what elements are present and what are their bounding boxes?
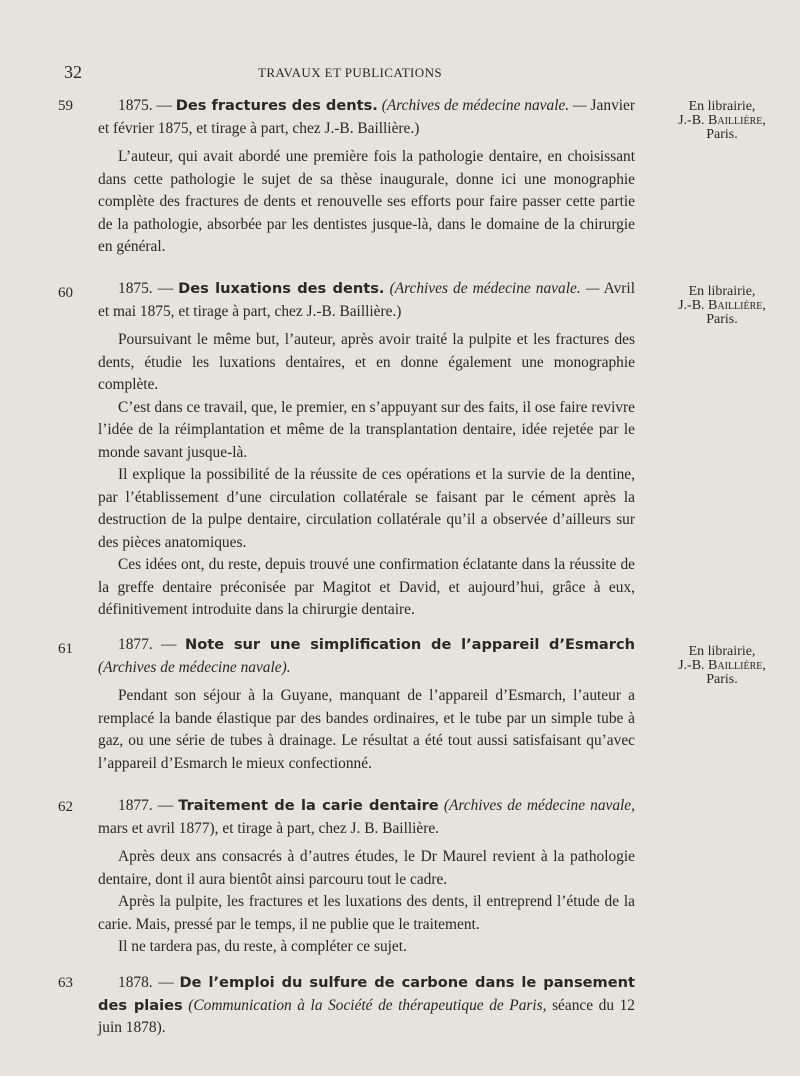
entry-number: 60 — [58, 285, 73, 301]
entry-heading — [98, 278, 635, 323]
entry-title: De l’emploi du sulfure de carbone dans le pansement des plaies — [98, 974, 635, 1014]
entry-paragraph: Il explique la possibilité de la réussite de ces opérations et la survie de la dentine, par l’établissement d’une circulation collatérale se faisant par le cément après la destruction de la pulpe dentaire, circulation collatérale qu’il a observée d’ailleurs sur des pièces anatomiques. — [98, 466, 635, 551]
entry-body — [98, 795, 635, 959]
entry-number: 63 — [58, 975, 73, 991]
entry-citation-rest: mars et avril 1877), et tirage à part, chez J. B. Baillière. — [98, 819, 440, 837]
entry-source: (Archives de médecine navale). — [98, 658, 291, 676]
sidebar-line: En librairie, — [688, 644, 756, 659]
entry-paragraph: Après deux ans consacrés à d’autres études, le Dr Maurel revient à la pathologie dentaire, dont il aura bientôt ainsi parcouru tout le cadre. — [98, 848, 635, 888]
sidebar-city: Paris. — [706, 672, 738, 687]
entry-title: Traitement de la carie dentaire — [178, 797, 439, 814]
running-head: TRAVAUX ET PUBLICATIONS — [257, 65, 442, 80]
sidebar-publisher: J.-B. Baillière, — [678, 298, 766, 313]
entry-paragraph: Pendant son séjour à la Guyane, manquant de l’appareil d’Esmarch, l’auteur a remplacé la bande élastique par des bandes ordinaires, et le tube par un simple tube à gaz, ou une série de tubes à drainage. Le résultat a été tout aussi satisfaisant qu’avec l’appareil d’Esmarch le mieux confectionné. — [98, 687, 635, 772]
entry-heading — [98, 634, 635, 679]
entry-source: (Communication à la Société de thérapeutique de Paris, — [188, 996, 547, 1014]
entry-title: Des luxations des dents. — [178, 280, 385, 297]
entry-paragraph: Poursuivant le même but, l’auteur, après avoir traité la pulpite et les fractures des dents, étudie les luxations dentaires, et en donne également une monographie complète. — [98, 331, 635, 393]
entry-title: Des fractures des dents. — [175, 97, 378, 114]
entry-number: 61 — [58, 641, 73, 657]
entry-year: 1877. — — [118, 636, 177, 653]
entry-heading — [98, 972, 635, 1040]
entry-source: (Archives de médecine navale, — [443, 797, 635, 814]
sidebar-city: Paris. — [706, 312, 738, 327]
entry-year: 1878. — — [118, 974, 174, 991]
entry-year: 1877. — — [118, 797, 174, 814]
sidebar-city: Paris. — [706, 127, 738, 142]
entry-citation-rest: séance du 12 juin 1878). — [98, 996, 635, 1036]
entry-body — [98, 278, 635, 622]
sidebar-publisher: J.-B. Baillière, — [678, 113, 766, 128]
sidebar-line: En librairie, — [688, 284, 756, 299]
entry-citation-rest: Janvier et février 1875, et tirage à part, chez J.-B. Baillière.) — [98, 97, 635, 137]
entry-body — [98, 95, 635, 259]
entry-heading — [98, 795, 635, 840]
entry-citation-rest: Avril et mai 1875, et tirage à part, chez J.-B. Baillière.) — [98, 280, 635, 320]
entry-number: 59 — [58, 98, 73, 114]
sidebar-note — [652, 645, 792, 687]
entry-paragraph: L’auteur, qui avait abordé une première fois la pathologie dentaire, en choisissant dans cette pathologie le sujet de sa thèse inaugurale, donne ici une monographie complète des fractures de dents et renouvelle ses efforts pour faire passer cette partie de la pathologie, absorbée par les dentistes jusque-là, dans le domaine de la chirurgie en général. — [98, 148, 635, 255]
entry-number: 62 — [58, 799, 73, 815]
sidebar-note — [652, 100, 792, 142]
entry-paragraph: Il ne tardera pas, du reste, à compléter ce sujet. — [118, 938, 407, 955]
entry-body — [98, 634, 635, 775]
sidebar-note — [652, 285, 792, 327]
entry-paragraph: Après la pulpite, les fractures et les luxations des dents, il entreprend l’étude de la carie. Mais, pressé par le temps, il ne publie que le traitement. — [98, 893, 635, 933]
entry-year: 1875. — — [118, 97, 172, 114]
entry-paragraph: Ces idées ont, du reste, depuis trouvé une confirmation éclatante dans la réussite de la greffe dentaire préconisée par Magitot et David, et aujourd’hui, grâce à eux, définitivement introduite dans la chirurgie dentaire. — [98, 556, 635, 618]
sidebar-publisher: J.-B. Baillière, — [678, 658, 766, 673]
entry-heading — [98, 95, 635, 140]
entry-paragraph: C’est dans ce travail, que, le premier, en s’appuyant sur des faits, il ose faire revivre l’idée de la réimplantation et même de la transplantation dentaire, idée rejetée par le monde savant jusque-là. — [98, 398, 635, 461]
entry-source: (Archives de médecine navale. — — [389, 280, 600, 297]
entry-title: Note sur une simplification de l’appareil d’Esmarch — [185, 636, 635, 653]
sidebar-line: En librairie, — [688, 99, 756, 114]
entry-source: (Archives de médecine navale. — — [381, 97, 587, 114]
entry-body — [98, 972, 635, 1046]
entry-year: 1875. — — [118, 280, 174, 297]
page-number: 32 — [64, 62, 82, 82]
